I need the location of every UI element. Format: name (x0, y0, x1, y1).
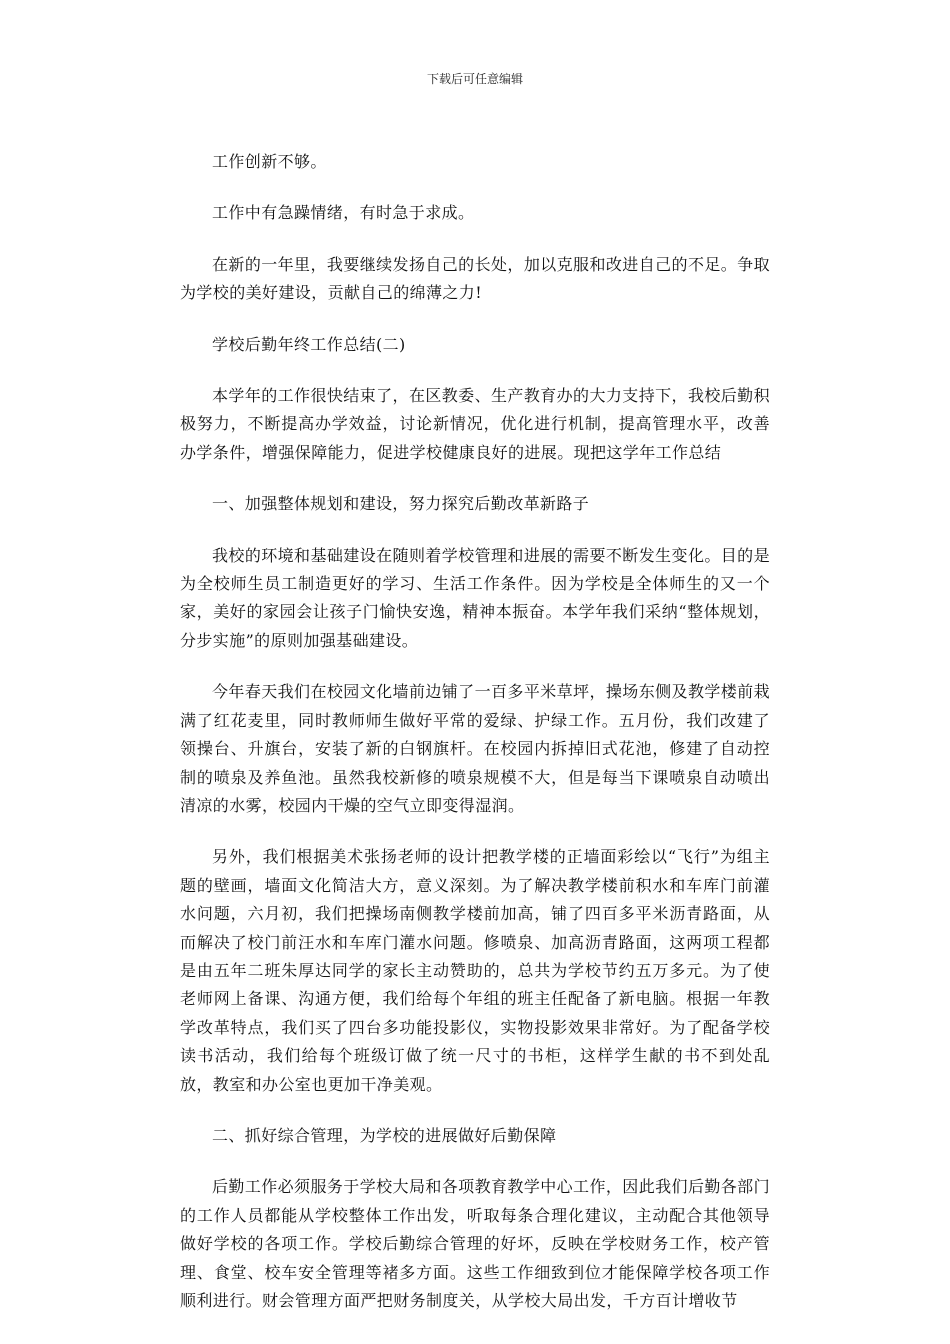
paragraph: 工作中有急躁情绪，有时急于求成。 (212, 203, 475, 223)
paragraph: 工作创新不够。 (212, 152, 327, 171)
section-title: 学校后勤年终工作总结(二) (212, 334, 406, 354)
page-header: 下载后可任意编辑 (426, 72, 523, 86)
section-heading: 二、抓好综合管理，为学校的进展做好后勤保障 (212, 1125, 557, 1145)
section-heading: 一、加强整体规划和建设，努力探究后勤改革新路子 (212, 494, 590, 514)
document-body (180, 148, 770, 1338)
paragraph: 在新的一年里，我要继续发扬自己的长处，加以克服和改进自己的不足。争取为学校的美好建设，贡献自己的绵薄之力! (180, 254, 770, 303)
paragraph: 另外，我们根据美术张扬老师的设计把教学楼的正墙面彩绘以“飞行”为组主题的壁画，墙面文化简洁大方，意义深刻。为了解决教学楼前积水和车库门前灌水问题，六月初，我们把操场南侧教学楼前加高，铺了四百多平米沥青路面，从而解决了校门前汪水和车库门灌水问题。修喷泉、加高沥青路面，这两项工程都是由五年二班朱厚达同学的家长主动赞助的，总共为学校节约五万多元。为了使老师网上备课、沟通方便，我们给每个年组的班主任配备了新电脑。根据一年教学改革特点，我们买了四台多功能投影仪，实物投影效果非常好。为了配备学校读书活动，我们给每个班级订做了统一尺寸的书柜，这样学生献的书不到处乱放，教室和办公室也更加干净美观。 (180, 847, 770, 1094)
paragraph: 今年春天我们在校园文化墙前边铺了一百多平米草坪，操场东侧及教学楼前栽满了红花麦里，同时教师师生做好平常的爱绿、护绿工作。五月份，我们改建了领操台、升旗台，安装了新的白钢旗杆。在校园内拆掉旧式花池，修建了自动控制的喷泉及养鱼池。虽然我校新修的喷泉规模不大，但是每当下课喷泉自动喷出清凉的水雾，校园内干燥的空气立即变得湿润。 (180, 682, 770, 815)
paragraph: 本学年的工作很快结束了，在区教委、生产教育办的大力支持下，我校后勤积极努力，不断提高办学效益，讨论新情况，优化进行机制，提高管理水平，改善办学条件，增强保障能力，促进学校健康良好的进展。现把这学年工作总结 (180, 386, 770, 462)
paragraph: 后勤工作必须服务于学校大局和各项教育教学中心工作，因此我们后勤各部门的工作人员都能从学校整体工作出发，听取每条合理化建议，主动配合其他领导做好学校的各项工作。学校后勤综合管理的好坏，反映在学校财务工作，校产管理、食堂、校车安全管理等褚多方面。这些工作细致到位才能保障学校各项工作顺利进行。财会管理方面严把财务制度关，从学校大局出发，千方百计增收节 (180, 1177, 770, 1310)
paragraph: 我校的环境和基础建设在随则着学校管理和进展的需要不断发生变化。目的是为全校师生员工制造更好的学习、生活工作条件。因为学校是全体师生的又一个家，美好的家园会让孩子门愉快安逸，精神本振奋。本学年我们采纳“整体规划，分步实施”的原则加强基础建设。 (180, 545, 770, 650)
